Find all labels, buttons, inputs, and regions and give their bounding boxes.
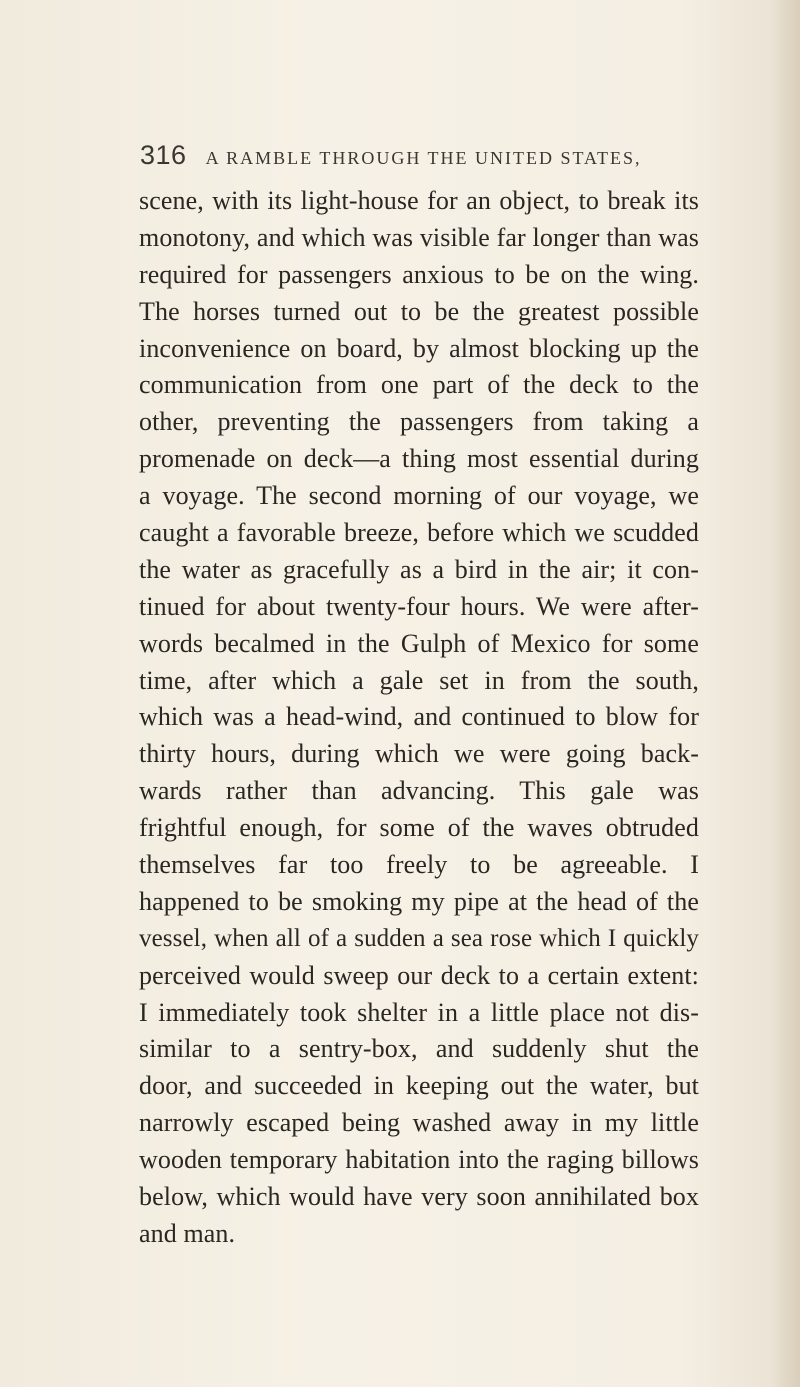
text-line: a voyage. The second morning of our voyage, we <box>139 481 699 511</box>
text-line: wards rather than advancing. This gale was <box>139 776 699 806</box>
text-line: scene, with its light-house for an object, to break its <box>139 186 699 215</box>
text-line: thirty hours, during which we were going back- <box>139 739 699 769</box>
running-head: A RAMBLE THROUGH THE UNITED STATES, <box>205 148 642 168</box>
text-line: caught a favorable breeze, before which we scudded <box>139 518 699 548</box>
text-line: promenade on deck—a thing most essential during <box>139 444 699 474</box>
text-line: inconvenience on board, by almost blocking up the <box>139 333 699 363</box>
page-number: 316 <box>140 140 187 170</box>
text-line: The horses turned out to be the greatest possible <box>139 296 699 326</box>
text-line: monotony, and which was visible far longer than was <box>139 222 699 252</box>
text-line: frightful enough, for some of the waves obtruded <box>139 813 699 843</box>
body-text <box>139 183 699 1253</box>
text-line: communication from one part of the deck to the <box>139 370 699 400</box>
page-header <box>140 140 700 174</box>
text-line: below, which would have very soon annihilated box <box>139 1182 699 1212</box>
text-line: time, after which a gale set in from the south, <box>139 665 699 695</box>
text-line: door, and succeeded in keeping out the water, but <box>139 1071 699 1101</box>
text-line: required for passengers anxious to be on the wing. <box>139 259 699 289</box>
text-line: similar to a sentry-box, and suddenly shut the <box>139 1034 699 1064</box>
text-line: words becalmed in the Gulph of Mexico for some <box>139 628 699 658</box>
text-line: perceived would sweep our deck to a certain extent: <box>139 960 699 990</box>
text-line: the water as gracefully as a bird in the air; it con- <box>139 554 699 584</box>
text-line: I immediately took shelter in a little place not dis- <box>139 997 699 1027</box>
text-line: happened to be smoking my pipe at the head of the <box>139 886 699 916</box>
text-line: wooden temporary habitation into the raging billows <box>139 1145 699 1175</box>
text-line: tinued for about twenty-four hours. We were after- <box>139 591 699 621</box>
text-line: themselves far too freely to be agreeable. I <box>139 850 699 880</box>
page-edge-shadow <box>770 0 800 1387</box>
text-line: vessel, when all of a sudden a sea rose which I quickly <box>139 924 699 952</box>
text-line: other, preventing the passengers from taking a <box>139 407 699 437</box>
text-line-last: and man. <box>139 1218 236 1248</box>
text-line: which was a head-wind, and continued to blow for <box>139 702 699 732</box>
text-line: narrowly escaped being washed away in my little <box>139 1108 699 1138</box>
